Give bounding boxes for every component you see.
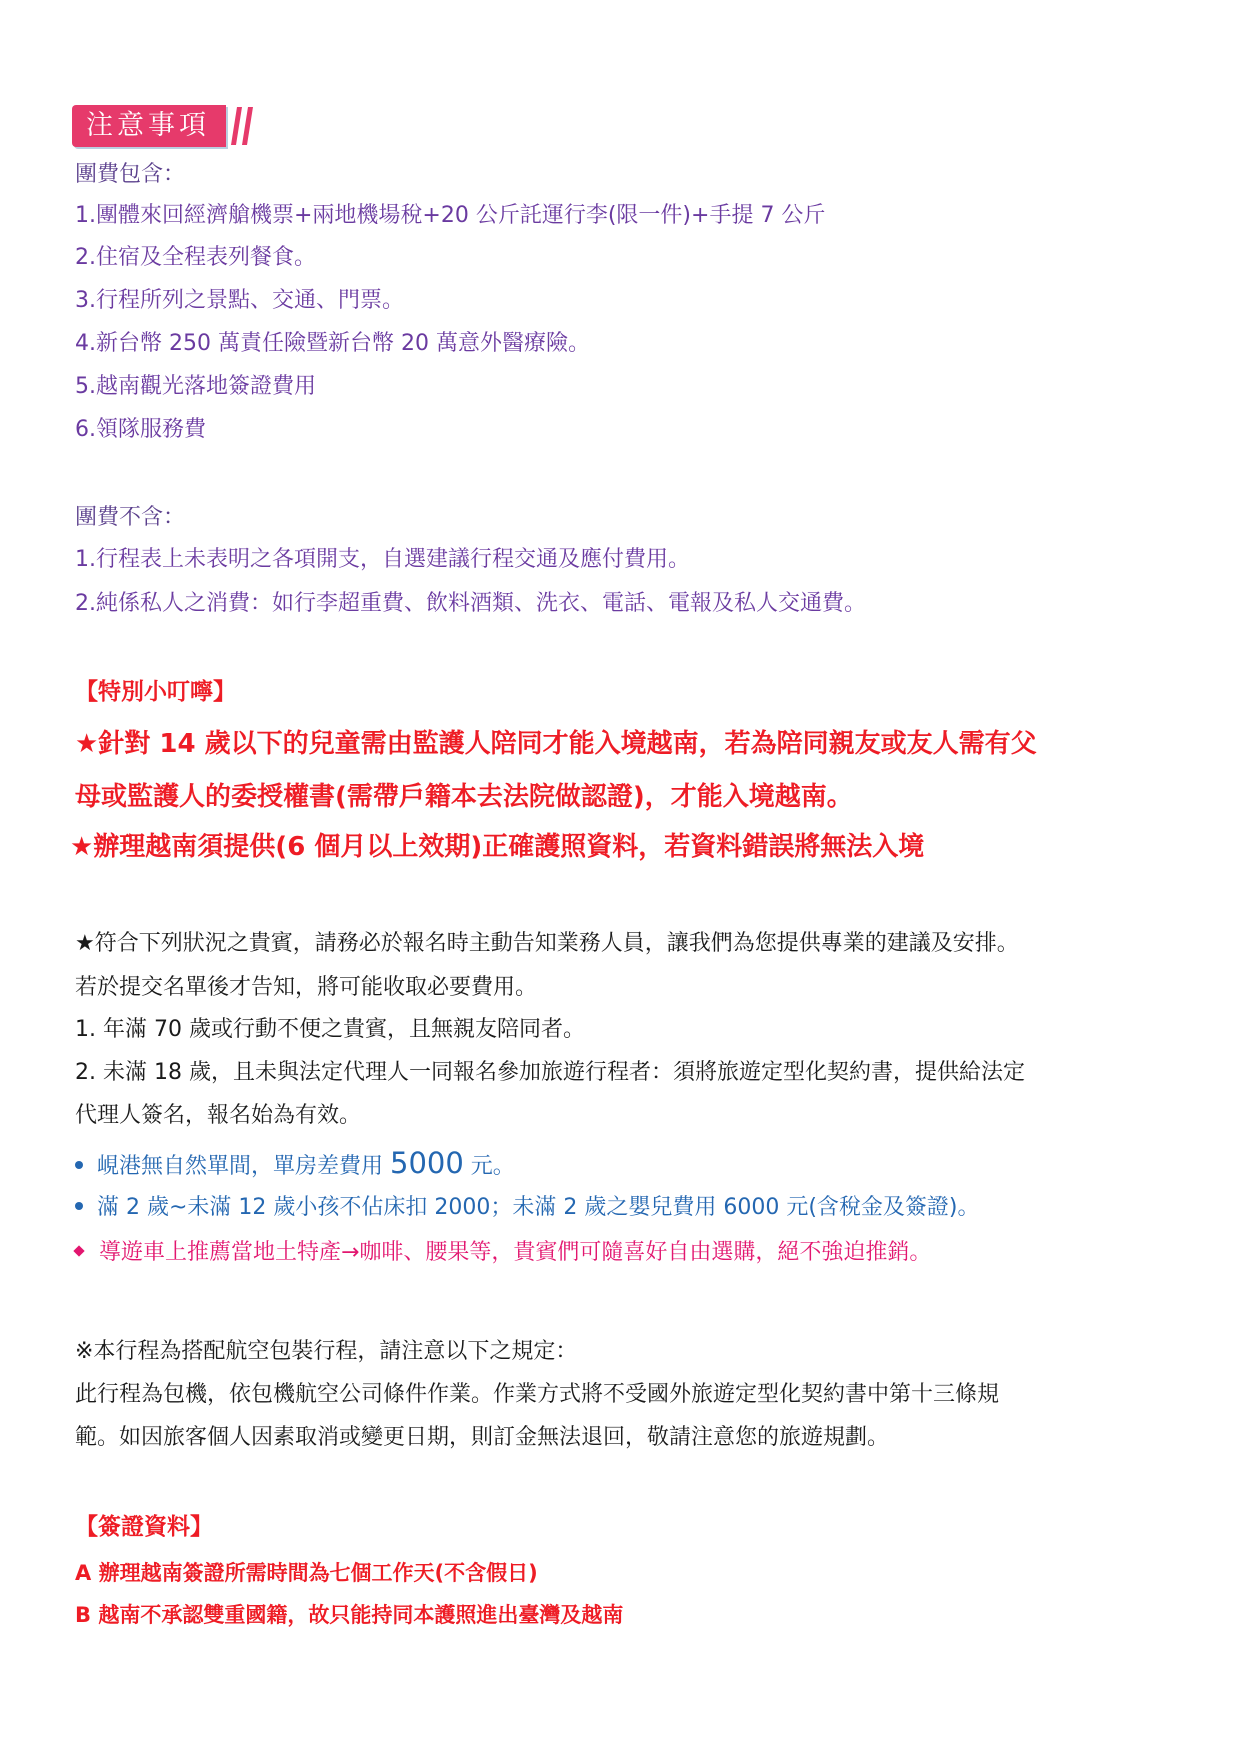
excluded-item: 2.純係私人之消費：如行李超重費、飲料酒類、洗衣、電話、電報及私人交通費。 (75, 591, 866, 616)
notice-line: 2. 未滿 18 歲，且未與法定代理人一同報名參加旅遊行程者：須將旅遊定型化契約書，提供給法定 (75, 1060, 1025, 1085)
included-item: 3.行程所列之景點、交通、門票。 (75, 288, 404, 313)
notice-line: 若於提交名單後才告知，將可能收取必要費用。 (75, 975, 538, 1000)
included-item: 1.團體來回經濟艙機票+兩地機場稅+20 公斤託運行李(限一件)+手提 7 公斤 (75, 203, 826, 228)
double-slash-icon (229, 105, 255, 147)
special-line: ★辦理越南須提供(6 個月以上效期)正確護照資料，若資料錯誤將無法入境 (70, 832, 925, 862)
included-item: 2.住宿及全程表列餐食。 (75, 245, 316, 270)
child-fee-note (75, 1193, 980, 1223)
single-room-note (75, 1148, 515, 1182)
special-line: ★針對 14 歲以下的兒童需由監護人陪同才能入境越南，若為陪同親友或友人需有父 (75, 729, 1037, 759)
single-room-amount: 5000 (390, 1146, 464, 1180)
included-item: 6.領隊服務費 (75, 417, 206, 442)
single-room-suffix: 元。 (463, 1154, 515, 1179)
charter-line: ※本行程為搭配航空包裝行程，請注意以下之規定： (75, 1339, 578, 1364)
single-room-prefix: 峴港無自然單間，單房差費用 (97, 1154, 390, 1179)
shopping-note (75, 1238, 931, 1268)
notice-line: 代理人簽名，報名始為有效。 (75, 1103, 362, 1128)
visa-item: B 越南不承認雙重國籍，故只能持同本護照進出臺灣及越南 (75, 1603, 624, 1627)
bullet-dot-icon (75, 1161, 83, 1169)
notice-header (72, 104, 255, 148)
notice-line: 1. 年滿 70 歲或行動不便之貴賓，且無親友陪同者。 (75, 1017, 585, 1042)
excluded-item: 1.行程表上未表明之各項開支，自選建議行程交通及應付費用。 (75, 547, 690, 572)
charter-line: 此行程為包機，依包機航空公司條件作業。作業方式將不受國外旅遊定型化契約書中第十三條規 (75, 1382, 1000, 1407)
visa-item: A 辦理越南簽證所需時間為七個工作天(不含假日) (75, 1561, 538, 1585)
charter-line: 範。如因旅客個人因素取消或變更日期，則訂金無法退回，敬請注意您的旅遊規劃。 (75, 1425, 890, 1450)
special-heading: 【特別小叮嚀】 (75, 679, 236, 705)
notice-badge: 注意事項 (72, 105, 226, 147)
diamond-bullet-icon (73, 1245, 84, 1256)
notice-line: ★符合下列狀況之貴賓，請務必於報名時主動告知業務人員，讓我們為您提供專業的建議及安排。 (75, 931, 1019, 956)
visa-heading: 【簽證資料】 (75, 1514, 213, 1540)
included-item: 4.新台幣 250 萬責任險暨新台幣 20 萬意外醫療險。 (75, 331, 590, 356)
included-heading: 團費包含： (75, 162, 186, 187)
included-item: 5.越南觀光落地簽證費用 (75, 374, 316, 399)
child-fee-text: 滿 2 歲~未滿 12 歲小孩不佔床扣 2000；未滿 2 歲之嬰兒費用 6000 元(含稅金及簽證)。 (97, 1195, 980, 1220)
bullet-dot-icon (75, 1202, 83, 1210)
excluded-heading: 團費不含： (75, 505, 186, 530)
shopping-text: 導遊車上推薦當地土特產→咖啡、腰果等，貴賓們可隨喜好自由選購，絕不強迫推銷。 (99, 1240, 932, 1265)
special-line: 母或監護人的委授權書(需帶戶籍本去法院做認證)，才能入境越南。 (75, 782, 853, 812)
